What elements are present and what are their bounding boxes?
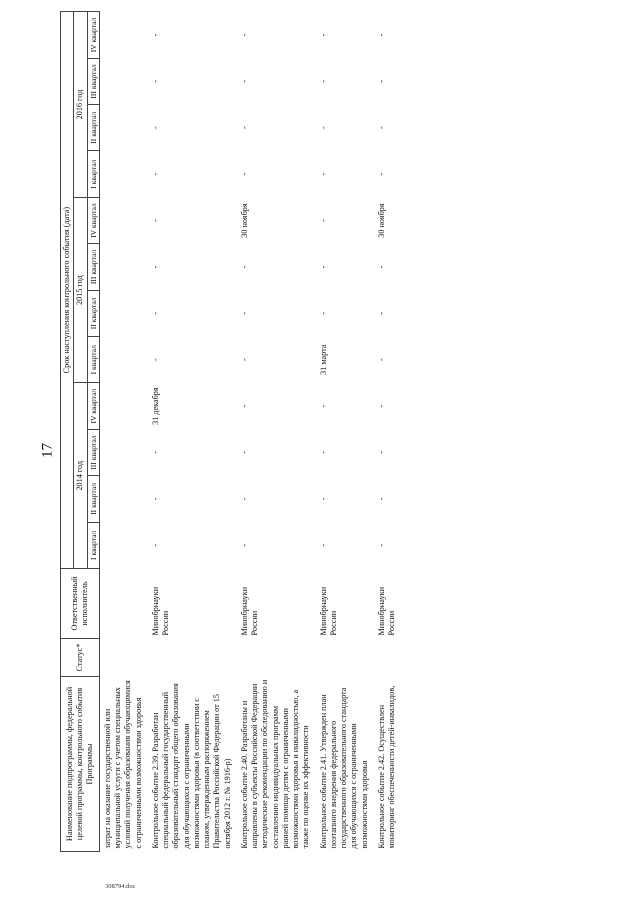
deadline-cell: - [376, 451, 386, 454]
status-cell [374, 639, 402, 677]
responsible-cell [99, 569, 148, 639]
deadline-cell: - [318, 265, 328, 269]
deadline-cell: - [150, 311, 160, 315]
deadline-cell: - [150, 80, 160, 83]
header-year-2016: 2016 год [74, 12, 87, 198]
deadline-cell [99, 337, 148, 383]
deadline-cell: - [150, 33, 160, 37]
deadline-cell: - [318, 543, 328, 547]
deadline-cell: 31 марта [318, 344, 328, 375]
deadline-cell: - [239, 358, 249, 362]
responsible-cell: Минобрнауки России [150, 587, 171, 636]
deadline-cell: - [376, 311, 386, 315]
header-quarter: III квартал [87, 429, 99, 475]
footer-document-code: 308794.doc [105, 883, 136, 890]
header-quarter: IV квартал [87, 197, 99, 243]
deadline-cell [99, 244, 148, 290]
deadline-cell: - [318, 404, 328, 408]
header-quarter: II квартал [87, 290, 99, 336]
deadline-cell: - [318, 311, 328, 315]
event-name-cell: затрат на оказание государственной или муниципальной услуги с учетом специальных условий получения образования обучающимися с ограниченными возможностями здоровья [102, 680, 143, 849]
deadline-cell [99, 429, 148, 475]
deadline-cell: - [318, 451, 328, 454]
page-number: 17 [39, 443, 56, 458]
deadline-cell: - [239, 451, 249, 454]
deadline-cell: - [239, 497, 249, 501]
header-quarter: IV квартал [87, 12, 99, 58]
status-cell [148, 639, 237, 677]
header-quarter: II квартал [87, 105, 99, 151]
header-year-2014: 2014 год [74, 383, 87, 569]
responsible-cell: Минобрнауки России [376, 587, 397, 636]
header-quarter: I квартал [87, 151, 99, 197]
deadline-cell: 30 ноября [376, 203, 386, 238]
deadline-cell: - [318, 126, 328, 130]
event-name-cell: Контрольное событие 2.40. Разработаны и направлены в субъекты Российской Федерации методические рекомендации по обследованию и составлению индивидуальных программ ранней помощи детям с ограниченными возможностями здоровья и инвалидностью, а также по оценке их эффективности [239, 679, 311, 849]
deadline-cell [99, 197, 148, 243]
deadline-cell: - [376, 543, 386, 547]
deadline-cell: - [376, 80, 386, 83]
table-row [316, 12, 374, 852]
deadline-cell [99, 290, 148, 336]
table-row [148, 12, 237, 852]
deadline-cell: - [239, 404, 249, 408]
deadline-cell: - [239, 33, 249, 37]
deadline-cell: - [318, 33, 328, 37]
header-quarter: I квартал [87, 337, 99, 383]
deadline-cell [99, 476, 148, 522]
rotated-table-sheet [60, 12, 580, 852]
header-name: Наименование подпрограммы, федеральной целевой программы, контрольного события Программы [61, 677, 100, 852]
table-row [374, 12, 402, 852]
deadline-cell: - [150, 219, 160, 222]
deadline-cell: - [150, 451, 160, 454]
deadline-cell: - [318, 172, 328, 176]
deadline-cell: - [376, 33, 386, 37]
deadline-cell: - [150, 543, 160, 547]
header-quarter: III квартал [87, 58, 99, 104]
deadline-cell [99, 58, 148, 104]
header-quarter: I квартал [87, 522, 99, 568]
header-year-2015: 2015 год [74, 197, 87, 383]
deadline-cell: - [376, 497, 386, 501]
status-cell [99, 639, 148, 677]
deadline-cell: - [150, 126, 160, 130]
deadline-cell: - [150, 265, 160, 269]
deadline-cell: - [239, 172, 249, 176]
deadline-cell: - [376, 172, 386, 176]
deadline-cell: - [376, 265, 386, 269]
deadline-cell: - [150, 358, 160, 362]
header-quarter: II квартал [87, 476, 99, 522]
table-row [99, 12, 148, 852]
event-name-cell: Контрольное событие 2.39. Разработан специальный федеральный государственный образовательный стандарт общего образования для обучающихся с ограниченными возможностями здоровья (в соответствии с планом, утвержденным распоряжением Правительства Российской Федерации от 15 октября 2012 г. № 1916-р) [150, 683, 232, 849]
deadline-cell [99, 105, 148, 151]
deadline-cell [99, 383, 148, 429]
responsible-cell: Минобрнауки России [239, 587, 260, 636]
deadline-cell: - [239, 265, 249, 269]
status-cell [316, 639, 374, 677]
deadline-cell: - [150, 172, 160, 176]
deadline-cell: - [318, 80, 328, 83]
control-events-table [60, 11, 401, 852]
deadline-cell [99, 12, 148, 58]
deadline-cell: 31 декабря [150, 387, 160, 425]
status-cell [237, 639, 316, 677]
event-name-cell: Контрольное событие 2.41. Утвержден план поэтапного внедрения федерального государственного образовательного стандарта для обучающихся с ограниченными возможностями здоровья [318, 687, 369, 849]
header-deadline: Срок наступления контрольного события (дата) [61, 12, 74, 569]
deadline-cell: - [239, 80, 249, 83]
deadline-cell: - [376, 404, 386, 408]
table-row [237, 12, 316, 852]
deadline-cell: - [239, 543, 249, 547]
deadline-cell: 30 ноября [239, 203, 249, 238]
event-name-cell: Контрольное событие 2.42. Осуществлен мониторинг обеспеченности детей-инвалидов, [376, 685, 397, 849]
deadline-cell: - [150, 497, 160, 501]
deadline-cell [99, 522, 148, 568]
deadline-cell: - [239, 311, 249, 315]
deadline-cell: - [376, 126, 386, 130]
deadline-cell: - [239, 126, 249, 130]
deadline-cell: - [318, 497, 328, 501]
header-responsible: Ответственный исполнитель [61, 569, 100, 639]
header-quarter: IV квартал [87, 383, 99, 429]
responsible-cell: Минобрнауки России [318, 587, 338, 636]
deadline-cell: - [318, 219, 328, 222]
deadline-cell [99, 151, 148, 197]
header-status: Статус* [61, 639, 100, 677]
header-quarter: III квартал [87, 244, 99, 290]
deadline-cell: - [376, 358, 386, 362]
